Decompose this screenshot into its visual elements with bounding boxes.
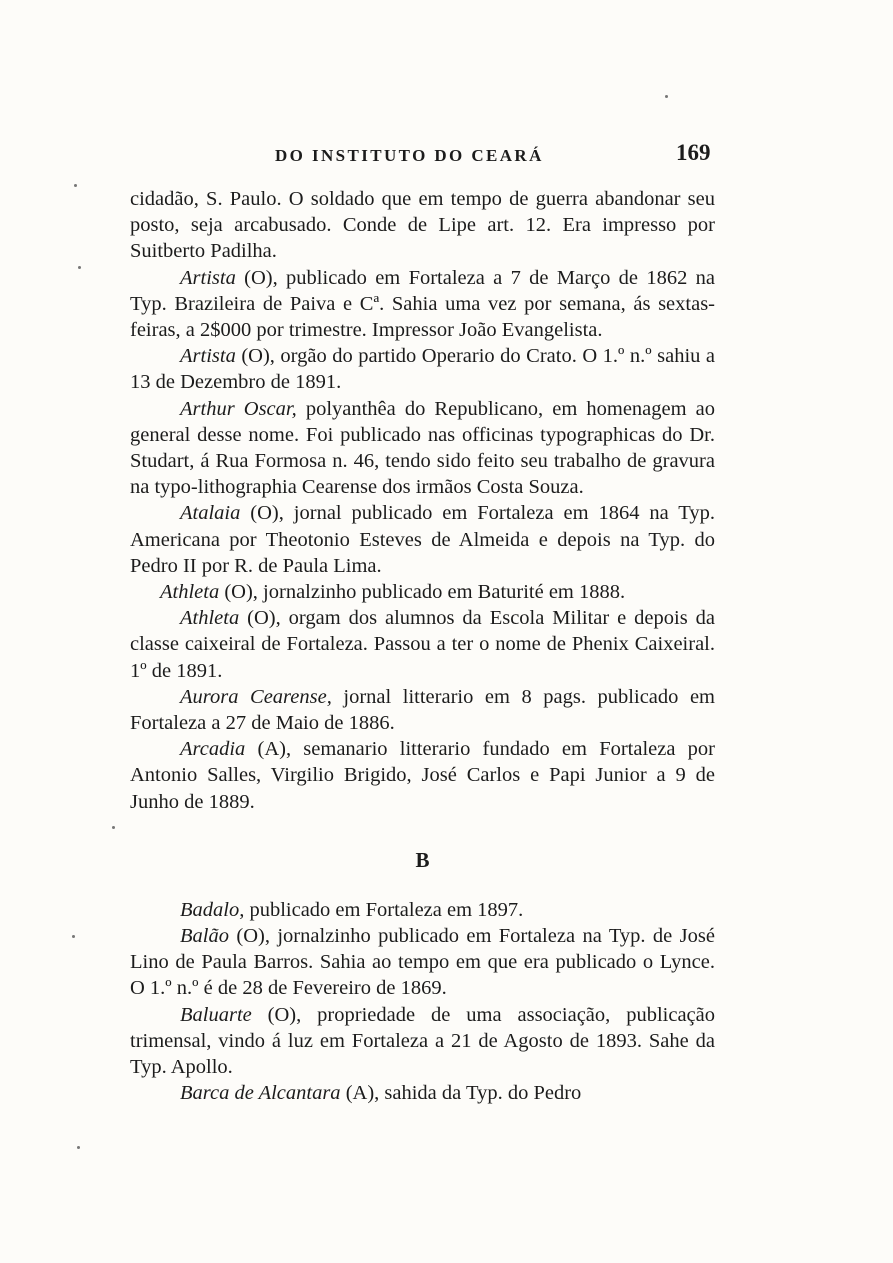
- entry-text: polyanthêa do Republicano, em homenagem ao general desse nome. Foi publicado nas officinas typographicas do Dr. Studart, á Rua Formosa n. 46, tendo sido feito seu trabalho de gravura na typo-lithographia Cearense dos irmãos Costa Souza.: [130, 397, 715, 499]
- entry-atalaia: [130, 500, 715, 579]
- entry-title: Athleta: [180, 607, 240, 630]
- entry-title: Artista: [180, 266, 236, 289]
- entry-title: Aurora Cearense,: [180, 685, 332, 708]
- entry-text: (O), jornal publicado em Fortaleza em 1864 na Typ. Americana por Theotonio Esteves de Almeida e depois na Typ. do Pedro II por R. de Paula Lima.: [130, 502, 715, 577]
- entry-arthur-oscar: [130, 396, 715, 501]
- entry-title: Arcadia: [180, 738, 246, 761]
- entry-aurora-cearense: [130, 684, 715, 736]
- scan-speck: [665, 95, 668, 98]
- entry-text: (A), sahida da Typ. do Pedro: [340, 1082, 582, 1105]
- entry-title: Baluarte: [180, 1003, 252, 1026]
- entry-title: Atalaia: [180, 502, 241, 525]
- scan-speck: [78, 266, 81, 269]
- entry-text: (O), jornalzinho publicado em Fortaleza na Typ. de José Lino de Paula Barros. Sahia ao tempo em que era publicado o Lynce. O 1.º n.º é de 28 de Fevereiro de 1869.: [130, 925, 715, 1000]
- entry-title: Artista: [180, 345, 236, 368]
- entry-athleta-escola-militar: [130, 605, 715, 684]
- entry-badalo: [130, 897, 715, 923]
- entry-text: cidadão, S. Paulo. O soldado que em tempo de guerra abandonar seu posto, seja arcabusado. Conde de Lipe art. 12. Era impresso por Suitberto Padilha.: [130, 188, 715, 263]
- section-heading-b: B: [415, 847, 430, 872]
- entry-text: jornal litterario em 8 pags. publicado em Fortaleza a 27 de Maio de 1886.: [130, 685, 715, 735]
- body-text: [130, 186, 715, 1107]
- entry-title: Badalo,: [180, 898, 245, 921]
- entry-artista-1862: [130, 265, 715, 344]
- entry-baluarte: [130, 1002, 715, 1081]
- entry-continuation: [130, 186, 715, 265]
- entry-text: (A), semanario litterario fundado em Fortaleza por Antonio Salles, Virgilio Brigido, José Carlos e Papi Junior a 9 de Junho de 1889.: [130, 738, 715, 813]
- entry-title: Barca de Alcantara: [180, 1082, 341, 1105]
- entry-text: (O), jornalzinho publicado em Baturité em 1888.: [219, 581, 626, 604]
- entry-text: (O), publicado em Fortaleza a 7 de Março de 1862 na Typ. Brazileira de Paiva e Cª. Sahia uma vez por semana, ás sextas-feiras, a 2$000 por trimestre. Impressor João Evangelista.: [130, 266, 715, 342]
- scan-speck: [74, 184, 77, 187]
- entry-arcadia: [130, 736, 715, 815]
- entry-text: (O), propriedade de uma associação, publicação trimensal, vindo á luz em Fortaleza a 21 de Agosto de 1893. Sahe da Typ. Apollo.: [130, 1003, 715, 1079]
- entry-text: publicado em Fortaleza em 1897.: [244, 898, 524, 921]
- entry-title: Athleta: [160, 581, 220, 604]
- running-head: DO INSTITUTO DO CEARÁ: [275, 146, 544, 165]
- entry-artista-crato: [130, 343, 715, 395]
- scan-speck: [77, 1146, 80, 1149]
- entry-barca-de-alcantara: [130, 1080, 715, 1106]
- scan-speck: [112, 826, 115, 829]
- entry-athleta-baturite: [130, 579, 715, 605]
- entry-title: Arthur Oscar,: [180, 397, 297, 420]
- scan-speck: [72, 935, 75, 938]
- entry-text: (O), orgão do partido Operario do Crato. O 1.º n.º sahiu a 13 de Dezembro de 1891.: [130, 345, 715, 394]
- entry-balao: [130, 923, 715, 1002]
- entry-title: Balão: [180, 925, 229, 948]
- page-number: 169: [676, 140, 711, 165]
- entry-text: (O), orgam dos alumnos da Escola Militar e depois da classe caixeiral de Fortaleza. Passou a ter o nome de Phenix Caixeiral. 1º de 1891.: [130, 607, 715, 682]
